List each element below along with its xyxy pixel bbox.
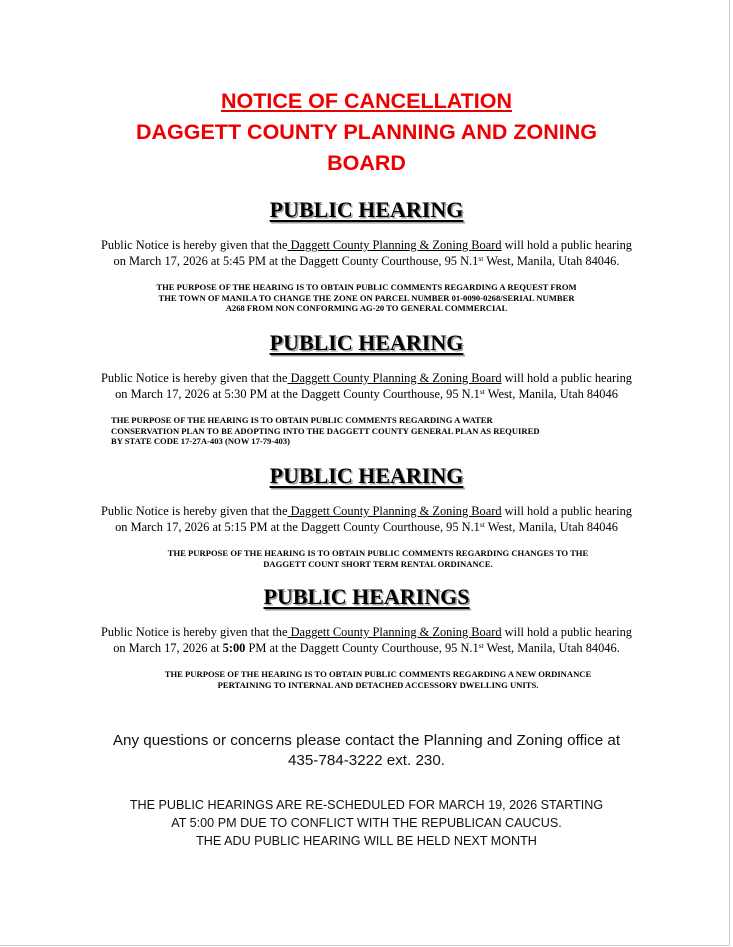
hearing-1-notice-post: will hold a public hearing [501,238,632,252]
hearing-3-heading: PUBLIC HEARING [269,463,464,488]
hearing-2-board-name: Daggett County Planning & Zoning Board [287,371,502,385]
hearing-1-ordinal: st [478,254,484,263]
hearing-2-date-location: on March 17, 2026 at 5:30 PM at the Daggett County Courthouse, 95 N.1 [115,387,480,401]
hearing-4-date-prefix: on March 17, 2026 at [113,641,223,655]
title-board-line1: DAGGETT COUNTY PLANNING AND ZONING [135,120,598,144]
reschedule-notice [0,796,733,850]
title-board-line2: BOARD [327,151,406,175]
hearing-4-ordinal: st [478,641,484,650]
hearing-4-address: West, Manila, Utah 84046. [483,641,620,655]
reschedule-line: AT 5:00 PM DUE TO CONFLICT WITH THE REPUBLICAN CAUCUS. [171,816,562,830]
hearing-1-purpose-line: A268 FROM NON CONFORMING AG-20 TO GENERAL COMMERCIAL [225,303,508,313]
hearing-4-board-name: Daggett County Planning & Zoning Board [287,625,502,639]
hearing-4-purpose [0,669,733,690]
contact-info [0,731,733,771]
reschedule-line: THE ADU PUBLIC HEARING WILL BE HELD NEXT MONTH [196,834,537,848]
hearing-2-notice-post: will hold a public hearing [501,371,632,385]
hearing-3-address: West, Manila, Utah 84046 [484,520,618,534]
hearing-3-date-location: on March 17, 2026 at 5:15 PM at the Daggett County Courthouse, 95 N.1 [115,520,480,534]
title-cancellation: NOTICE OF CANCELLATION [220,89,513,113]
hearing-4-purpose-line: PERTAINING TO INTERNAL AND DETACHED ACCESSORY DWELLING UNITS. [217,679,539,690]
hearing-3-purpose [0,548,733,569]
hearing-2-address: West, Manila, Utah 84046 [484,387,618,401]
hearing-1-notice-pre: Public Notice is hereby given that the [100,238,288,252]
hearing-1-purpose-line: THE PURPOSE OF THE HEARING IS TO OBTAIN PUBLIC COMMENTS REGARDING A REQUEST FROM [156,282,577,292]
hearing-1-board-name: Daggett County Planning & Zoning Board [287,238,502,252]
contact-phone: 435-784-3222 ext. 230. [287,752,446,769]
hearing-1-purpose-line: THE TOWN OF MANILA TO CHANGE THE ZONE ON PARCEL NUMBER 01-0090-0268/SERIAL NUMBER [158,292,575,303]
hearing-4-location: PM at the Daggett County Courthouse, 95 N.1 [245,641,479,655]
hearing-4-heading: PUBLIC HEARINGS [263,584,470,609]
hearing-3-purpose-line: DAGGETT COUNT SHORT TERM RENTAL ORDINANCE. [263,558,493,569]
reschedule-line: THE PUBLIC HEARINGS ARE RE-SCHEDULED FOR MARCH 19, 2026 STARTING [129,798,604,812]
hearing-2-heading: PUBLIC HEARING [269,330,464,355]
hearing-4-purpose-line: THE PURPOSE OF THE HEARING IS TO OBTAIN PUBLIC COMMENTS REGARDING A NEW ORDINANCE [164,669,592,679]
contact-line: Any questions or concerns please contact the Planning and Zoning office at [112,732,621,749]
hearing-2-purpose-line: THE PURPOSE OF THE HEARING IS TO OBTAIN PUBLIC COMMENTS REGARDING A WATER [111,415,493,425]
hearing-4-notice-post: will hold a public hearing [501,625,632,639]
hearing-4-time: 5:00 [222,641,246,655]
hearing-3-purpose-line: THE PURPOSE OF THE HEARING IS TO OBTAIN PUBLIC COMMENTS REGARDING CHANGES TO THE [167,548,589,558]
hearing-1-heading: PUBLIC HEARING [269,197,464,222]
hearing-3-notice [0,503,733,535]
hearing-1-purpose [0,282,733,314]
hearing-2-notice-pre: Public Notice is hereby given that the [100,371,288,385]
hearing-1-date-location: on March 17, 2026 at 5:45 PM at the Daggett County Courthouse, 95 N.1 [113,254,479,268]
hearing-3-notice-pre: Public Notice is hereby given that the [100,504,288,518]
hearing-2-purpose-line: BY STATE CODE 17-27A-403 (NOW 17-79-403) [111,436,290,446]
hearing-4-notice [0,624,733,656]
hearing-1-notice [0,237,733,269]
hearing-1-address: West, Manila, Utah 84046. [483,254,620,268]
hearing-3-ordinal: st [479,520,485,529]
hearing-3-board-name: Daggett County Planning & Zoning Board [287,504,502,518]
hearing-2-notice [0,370,733,402]
hearing-2-purpose-line: CONSERVATION PLAN TO BE ADOPTING INTO THE DAGGETT COUNTY GENERAL PLAN AS REQUIRED [111,425,540,436]
hearing-2-purpose [111,415,540,447]
hearing-3-notice-post: will hold a public hearing [501,504,632,518]
notice-title [0,86,733,179]
hearing-4-notice-pre: Public Notice is hereby given that the [100,625,288,639]
hearing-2-ordinal: st [479,387,485,396]
